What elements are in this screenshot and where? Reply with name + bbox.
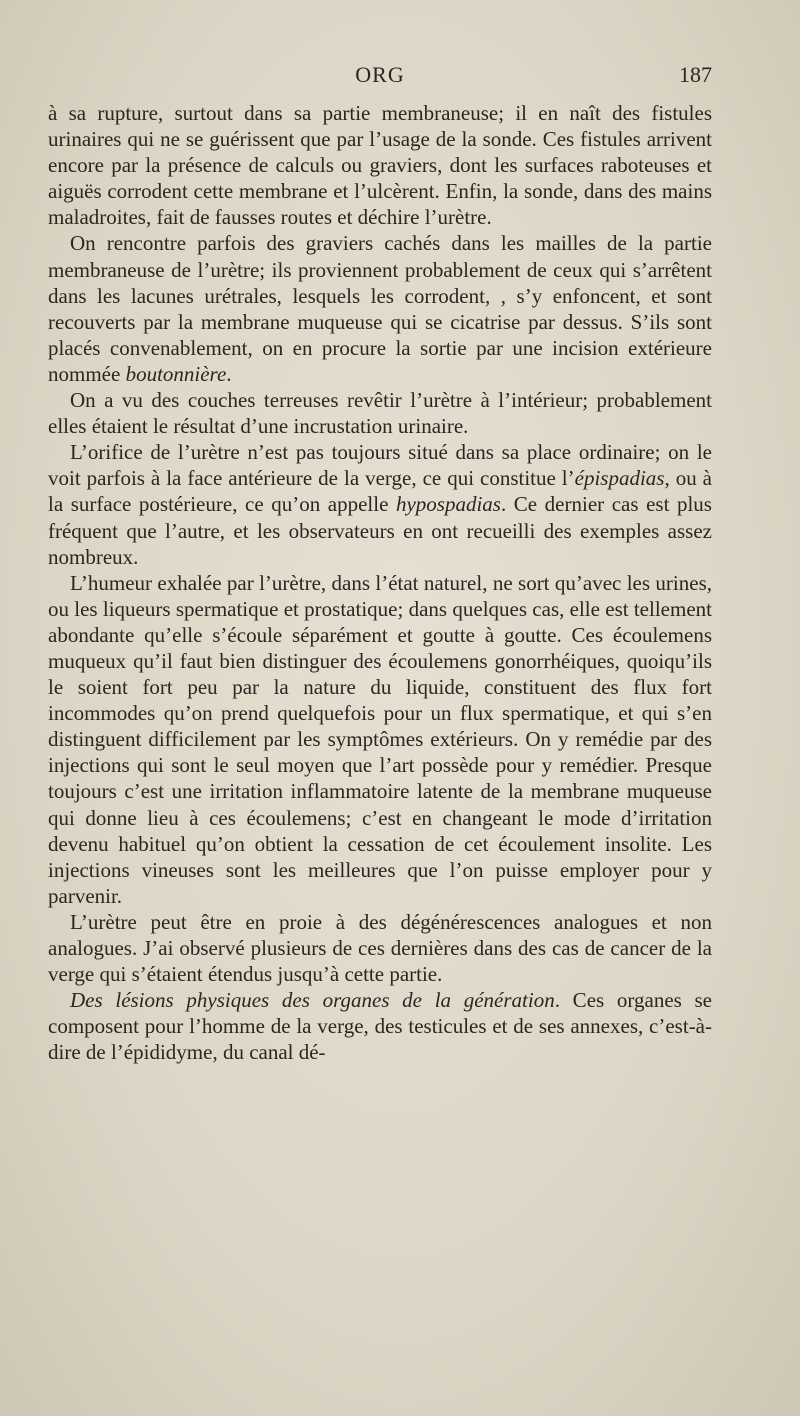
text-segment: . (226, 361, 232, 386)
running-head: ORG (355, 62, 405, 87)
paragraph-2 (48, 230, 712, 387)
italic-term-epispadias: épispadias (574, 466, 665, 491)
text-segment: . Ces organes se composent pour l’homme de la verge, des testicules et de ses annexes, c’est-à-dire de l’épididyme, du canal dé- (48, 988, 713, 1065)
italic-term-hypospadias: hypospadias (395, 492, 501, 517)
paragraph-5 (48, 570, 712, 909)
text-segment: à sa rupture, surtout dans sa partie membraneuse; il en naît des fistules urinaires qui ne se guérissent que par l’usage de la sonde. Ces fistules arrivent encore par la présence de calculs ou graviers, dont les surfaces raboteuses et aiguës corrodent cette membrane et l’ulcèrent. Enfin, la sonde, dans des mains maladroites, fait de fausses routes et déchire l’urètre. (48, 101, 712, 230)
page-header (48, 62, 712, 96)
text-segment: . Ce dernier cas est plus fréquent que l’autre, et les observateurs en ont recueilli des exemples assez nombreux. (48, 492, 712, 569)
paragraph-6 (48, 909, 712, 987)
text-segment: L’orifice de l’urètre n’est pas toujours situé dans sa place ordinaire; on le voit parfois à la face antérieure de la verge, ce qui constitue l’ (48, 440, 712, 491)
page-number: 187 (679, 62, 712, 87)
text-segment: On rencontre parfois des graviers cachés dans les mailles de la partie membraneuse de l’urètre; ils proviennent probablement de ceux qui s’arrêtent dans les lacunes urétrales, lesquels les corrodent, , s’y enfoncent, et sont recouverts par la membrane muqueuse qui se cicatrise par dessus. S’ils sont placés convenablement, on en procure la sortie par une incision extérieure nommée (48, 231, 712, 386)
body-text (48, 100, 712, 1065)
text-segment: , ou à la surface postérieure, ce qu’on appelle (48, 466, 712, 517)
paragraph-3 (48, 387, 712, 439)
paragraph-7 (48, 987, 712, 1065)
paragraph-4 (48, 439, 712, 569)
text-segment: L’urètre peut être en proie à des dégénérescences analogues et non analogues. J’ai observé plusieurs de ces dernières dans des cas de cancer de la verge qui s’étaient étendus jusqu’à cette partie. (48, 909, 712, 987)
paragraph-1 (48, 100, 712, 230)
italic-section-heading: Des lésions physiques des organes de la génération (70, 988, 555, 1013)
italic-term-boutonniere: boutonnière (125, 361, 227, 386)
text-segment: On a vu des couches terreuses revêtir l’urètre à l’intérieur; probablement elles étaient le résultat d’une incrustation urinaire. (48, 388, 712, 439)
text-segment: L’humeur exhalée par l’urètre, dans l’état naturel, ne sort qu’avec les urines, ou les liqueurs spermatique et prostatique; dans quelques cas, elle est tellement abondante qu’elle s’écoule séparément et goutte à goutte. Ces écoulemens muqueux qu’il faut bien distinguer des écoulemens gonorrhéiques, quoiqu’ils le soient fort peu par la nature du liquide, constituent des flux fort incommodes qu’on prend quelquefois pour un flux spermatique, et qui s’en distinguent difficilement par les symptômes extérieurs. On y remédie par des injections qui sont le seul moyen que l’art possède pour y remédier. Presque toujours c’est une irritation inflammatoire latente de la membrane muqueuse qui donne lieu à ces écoulemens; c’est en changeant le mode d’irritation devenu habituel qu’on obtient la cessation de cet écoulement insolite. Les injections vineuses sont les meilleures que l’on puisse employer pour y parvenir. (48, 570, 712, 908)
